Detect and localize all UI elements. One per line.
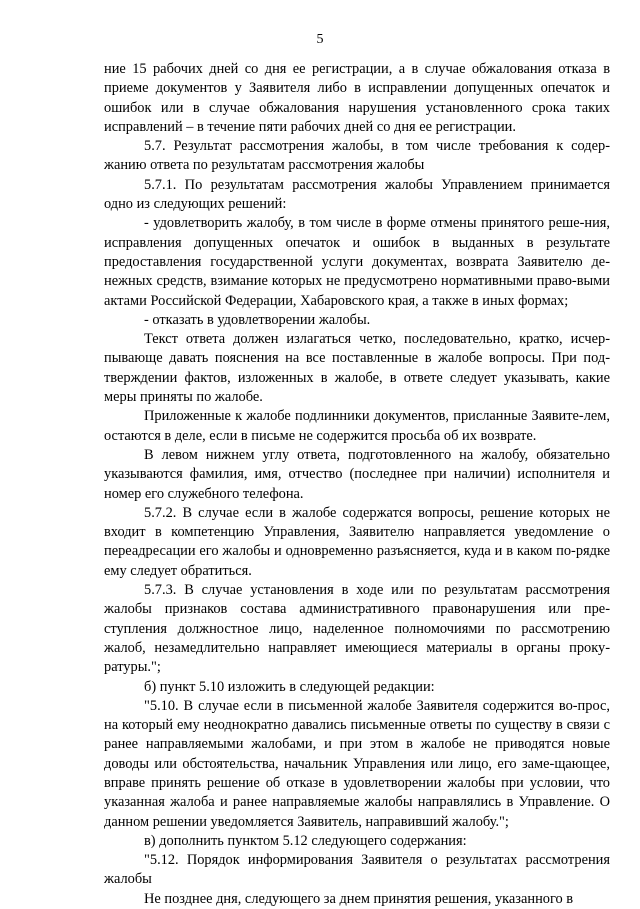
paragraph-5-7-1: 5.7.1. По результатам рассмотрения жалобы Управлением принимается одно из следующих решений:	[104, 176, 610, 213]
paragraph-attached-originals: Приложенные к жалобе подлинники документов, присланные Заявите-лем, остаются в деле, если в письме не содержится просьба об их возврате.	[104, 408, 610, 444]
paragraph-lower-left-corner: В левом нижнем углу ответа, подготовленного на жалобу, обязательно указываются фамилия, имя, отчество (последнее при наличии) исполнителя и номер его служебного телефона.	[104, 446, 610, 502]
paragraph-item-v: в) дополнить пунктом 5.12 следующего содержания:	[144, 832, 467, 849]
paragraph-option-satisfy: - удовлетворить жалобу, в том числе в форме отмены принятого реше-ния, исправления допущенных опечаток и ошибок в выданных в результате предоставления государственной услуги документах, возврата Заявителю де-нежных средств, взимание которых не предусмотрено нормативными право-выми актами Российской Федерации, Хабаровского края, а также в иных формах;	[104, 215, 610, 309]
paragraph-item-b: б) пункт 5.10 изложить в следующей редакции:	[144, 678, 435, 695]
paragraph-5-10: "5.10. В случае если в письменной жалобе Заявителя содержится во-прос, на который ему неоднократно давались письменные ответы по существу в связи с ранее направляемыми жалобами, и при этом в жалобе не приводятся новые доводы или обстоятельства, начальник Управления или лицо, его заме-щающее, вправе принять решение об отказе в удовлетворении жалобы при условии, что указанная жалоба и ранее направляемые жалобы направлялись в Управление. О данном решении уведомляется Заявитель, направивший жалобу.";	[104, 697, 610, 830]
paragraph-answer-text: Текст ответа должен излагаться четко, последовательно, кратко, исчер-пывающе давать пояснения на все поставленные в жалобе вопросы. При под-тверждении фактов, изложенных в жалобе, в ответе следует указывать, какие меры приняты по жалобе.	[104, 331, 610, 406]
paragraph-no-later-than: Не позднее дня, следующего за днем принятия решения, указанного в	[144, 890, 574, 907]
document-body	[104, 60, 610, 909]
paragraph-5-12: "5.12. Порядок информирования Заявителя о результатах рассмотрения жалобы	[104, 852, 610, 888]
paragraph-option-refuse: - отказать в удовлетворении жалобы.	[144, 311, 371, 328]
paragraph-5-7-2: 5.7.2. В случае если в жалобе содержатся вопросы, решение которых не входит в компетенцию Управления, Заявителю направляется уведомление о переадресации его жалобы и одновременно разъясняется, куда и в каком по-рядке ему следует обратиться.	[104, 504, 610, 579]
paragraph-continuation: ние 15 рабочих дней со дня ее регистрации, а в случае обжалования отказа в приеме документов у Заявителя либо в исправлении допущенных опечаток и ошибок или в случае обжалования нарушения установленного срока таких исправлений – в течение пяти рабочих дней со дня ее регистрации.	[104, 61, 610, 135]
page-number: 5	[316, 32, 324, 47]
paragraph-5-7: 5.7. Результат рассмотрения жалобы, в том числе требования к содер-жанию ответа по результатам рассмотрения жалобы	[104, 138, 610, 174]
paragraph-5-7-3: 5.7.3. В случае установления в ходе или по результатам рассмотрения жалобы признаков состава административного правонарушения или пре-ступления должностное лицо, наделенное полномочиями по рассмотрению жалоб, незамедлительно направляет имеющиеся материалы в органы проку-ратуры.";	[104, 582, 610, 676]
